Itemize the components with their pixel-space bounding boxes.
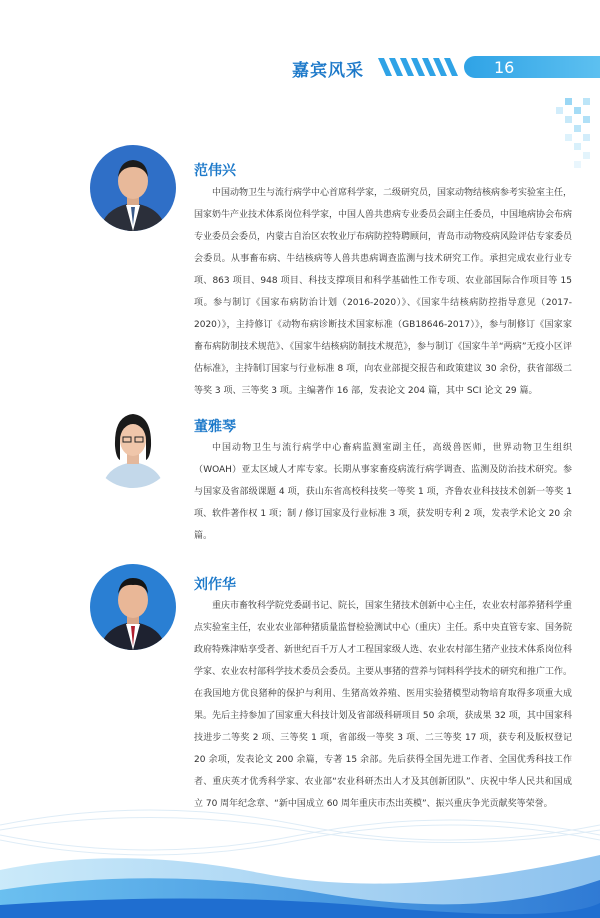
profile-bio: 中国动物卫生与流行病学中心首席科学家，二级研究员，国家动物结核病参考实验室主任，国家奶牛产业技术体系岗位科学家，中国人兽共患病专业委员会副主任委员，中国地病协会布病专业委员会委员，内蒙古自治区农牧业厅布病防控特聘顾问，青岛市动物疫病风险评估专家委员会委员。从事畜布病、牛结核病等人兽共患病调查监测与技术研究工作。承担完成农业行业专项、863 项目、948 项目、科技支撑项目和科学基础性工作专项、农业部国际合作项目等 15 项。参与制订《国家布病防治计划（2016-2020）》、《国家牛结核病防控指导意见（2017-2020）》，主持修订《动物布病诊断技术国家标准（GB18646-2017）》，参与制修订《国家家畜布病防制技术规范》、《国家牛结核病防制技术规范》，参与制订《国家牛羊“两病”无疫小区评估标准》，主持制订国家与行业标准 8 项，向农业部提交报告和政策建议 30 余份，获省部级二等奖 3 项、三等奖 3 项。主编著作 16 部，发表论文 204 篇，其中 SCI 论文 29 篇。 [194,188,573,396]
footer-wave-decoration [0,795,600,918]
avatar [90,145,176,231]
stripes-decoration [378,58,468,76]
page-header [0,0,600,100]
avatar [90,402,176,488]
profile-name: 董雅琴 [194,419,236,435]
profile-name: 范伟兴 [194,163,236,179]
pixel-decoration [535,98,595,178]
section-title: 嘉宾风采 [292,61,364,81]
avatar [90,564,176,650]
page-number-tab [464,56,600,78]
profile-bio: 重庆市畜牧科学院党委副书记、院长，国家生猪技术创新中心主任，农业农村部养猪科学重点实验室主任，农业农业部种猪质量监督检验测试中心（重庆）主任。系中央直管专家、国务院政府特殊津贴享受者、新世纪百千万人才工程国家级人选、农业农村部生猪产业技术体系岗位科学家、农业农村部科学技术委员会委员。主要从事猪的营养与饲料科学技术的研究和推广工作。在我国地方优良猪种的保护与利用、生猪高效养殖、医用实验猪模型动物培育取得多项重大成果。先后主持参加了国家重大科技计划及省部级科研项目 50 余项，获成果 32 项，其中国家科技进步二等奖 2 项、三等奖 1 项，省部级一等奖 3 项、二三等奖 17 项，获专利及版权登记 20 余项，发表论文 200 余篇，专著 15 余部。先后获得全国先进工作者、全国优秀科技工作者、重庆英才优秀科学家、农业部“农业科研杰出人才及其创新团队”、庆祝中华人民共和国成立 70 周年纪念章、“新中国成立 60 周年重庆市杰出英模”、振兴重庆争光贡献奖等荣誉。 [194,601,573,809]
profile-bio: 中国动物卫生与流行病学中心畜病监测室副主任，高级兽医师，世界动物卫生组织（WOAH）亚太区域人才库专家。长期从事家畜疫病流行病学调查、监测及防治技术研究。参与国家及省部级课题 4 项，获山东省高校科技奖一等奖 1 项，齐鲁农业科技技术创新一等奖 1 项、软件著作权 1 项；制 / 修订国家及行业标准 3 项，获发明专利 2 项，发表学术论文 20 余篇。 [194,443,572,541]
profile-name: 刘作华 [194,577,236,593]
page-number: 16 [494,58,515,77]
